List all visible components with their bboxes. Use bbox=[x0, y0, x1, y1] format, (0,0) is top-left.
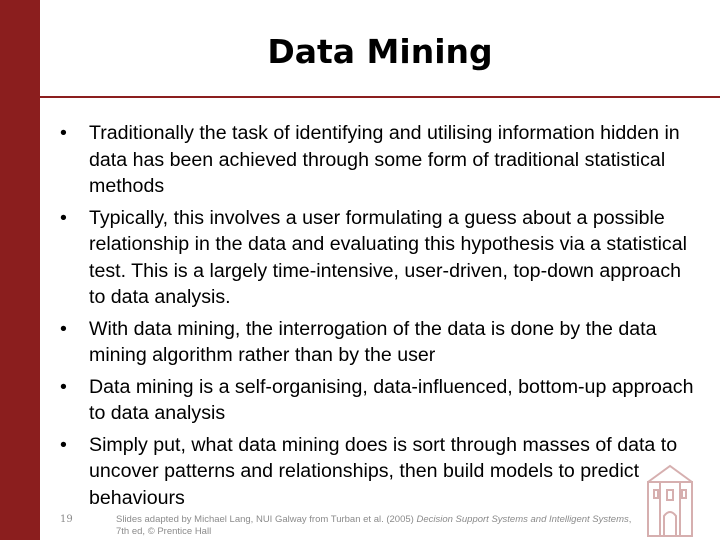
bullet-item bbox=[60, 316, 700, 369]
bullet-item bbox=[60, 205, 700, 311]
bullet-item bbox=[60, 120, 700, 200]
bullet-marker: • bbox=[60, 122, 67, 144]
title-divider bbox=[40, 96, 720, 98]
bullet-text: Typically, this involves a user formulating a guess about a possible relationship in the data and evaluating this hypothesis via a statistical test. This is a largely time-intensive, user-driven, top-down approach to data analysis. bbox=[89, 206, 687, 308]
slide-page-number: 19 bbox=[60, 514, 73, 525]
bullet-marker: • bbox=[60, 317, 67, 340]
bullet-item bbox=[60, 374, 700, 427]
slide-title: Data Mining bbox=[267, 32, 493, 71]
bullet-marker: • bbox=[60, 206, 67, 229]
university-crest-icon bbox=[640, 462, 700, 540]
bullet-text: With data mining, the interrogation of the data is done by the data mining algorithm rather than by the user bbox=[89, 317, 657, 366]
bullet-marker: • bbox=[60, 433, 67, 456]
bullet-item bbox=[60, 432, 700, 512]
slide-footer-credit bbox=[116, 514, 636, 538]
bullet-list bbox=[60, 120, 700, 516]
footer-book-title: Decision Support Systems and Intelligent Systems bbox=[416, 514, 629, 525]
bullet-marker: • bbox=[60, 375, 67, 398]
left-accent-bar bbox=[0, 0, 40, 540]
footer-credit-prefix: Slides adapted by Michael Lang, NUI Galway from Turban et al. (2005) bbox=[116, 514, 417, 525]
bullet-text: Data mining is a self-organising, data-influenced, bottom-up approach to data analysis bbox=[89, 375, 694, 424]
bullet-text: Traditionally the task of identifying and utilising information hidden in data has been achieved through some form of traditional statistical methods bbox=[89, 122, 680, 197]
footer-credit-suffix: , 7th ed, © Prentice Hall bbox=[116, 514, 632, 537]
bullet-text: Simply put, what data mining does is sort through masses of data to uncover patterns and relationships, then build models to predict behaviours bbox=[89, 433, 678, 509]
